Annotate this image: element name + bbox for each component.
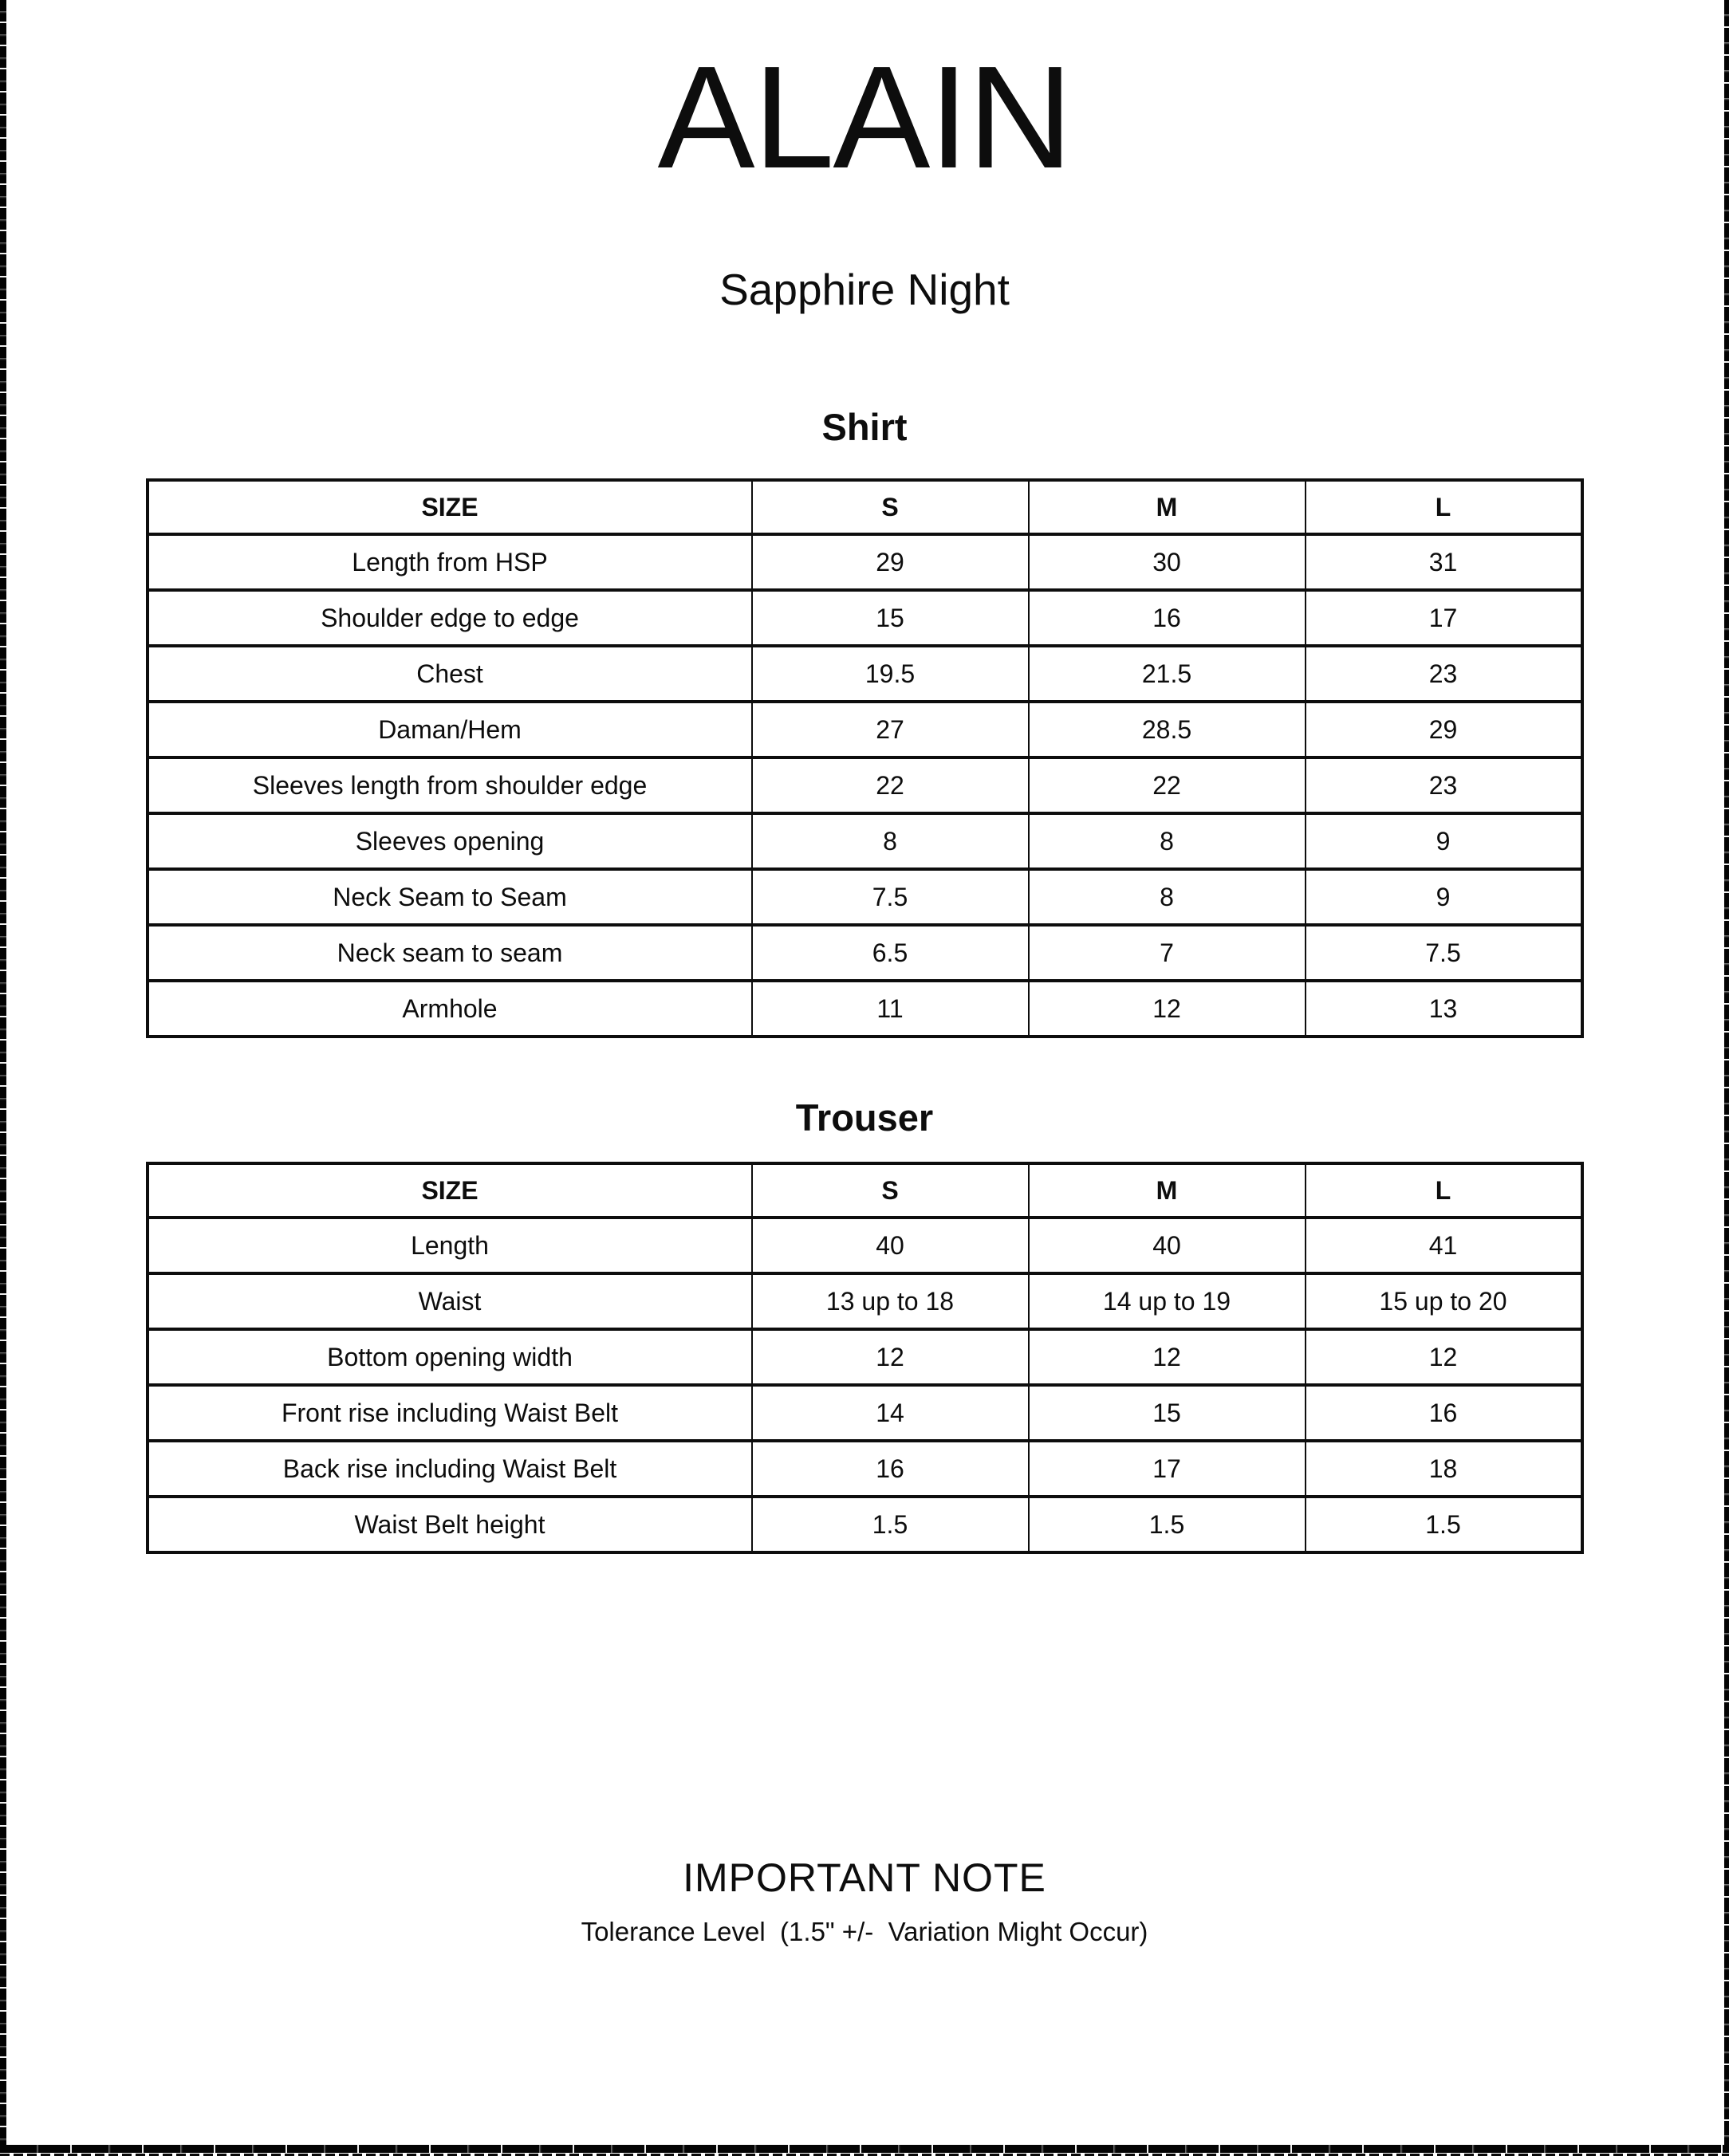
trouser-size-table xyxy=(146,1162,1584,1554)
measurement-value: 40 xyxy=(752,1218,1029,1273)
measurement-label: Armhole xyxy=(148,981,752,1037)
measurement-value: 27 xyxy=(752,702,1029,757)
measurement-value: 23 xyxy=(1306,646,1582,702)
measurement-value: 29 xyxy=(1306,702,1582,757)
shirt-section xyxy=(0,405,1729,1038)
measurement-label: Back rise including Waist Belt xyxy=(148,1441,752,1497)
measurement-value: 7.5 xyxy=(1306,925,1582,981)
measurement-label: Sleeves length from shoulder edge xyxy=(148,757,752,813)
measurement-value: 30 xyxy=(1029,534,1306,590)
measurement-value: 16 xyxy=(1306,1385,1582,1441)
measurement-value: 41 xyxy=(1306,1218,1582,1273)
section-title-trouser: Trouser xyxy=(795,1096,934,1139)
measurement-label: Sleeves opening xyxy=(148,813,752,869)
product-title: Sapphire Night xyxy=(719,265,1010,314)
measurement-value: 15 xyxy=(1029,1385,1306,1441)
measurement-value: 29 xyxy=(752,534,1029,590)
table-row xyxy=(148,1329,1582,1385)
table-row xyxy=(148,1218,1582,1273)
measurement-value: 15 up to 20 xyxy=(1306,1273,1582,1329)
shirt-size-table xyxy=(146,478,1584,1038)
col-header-m: M xyxy=(1029,1163,1306,1218)
measurement-label: Shoulder edge to edge xyxy=(148,590,752,646)
measurement-label: Length xyxy=(148,1218,752,1273)
measurement-label: Length from HSP xyxy=(148,534,752,590)
measurement-value: 31 xyxy=(1306,534,1582,590)
col-header-size: SIZE xyxy=(148,480,752,534)
measurement-value: 15 xyxy=(752,590,1029,646)
measurement-value: 12 xyxy=(1306,1329,1582,1385)
measurement-value: 12 xyxy=(1029,981,1306,1037)
table-row xyxy=(148,1273,1582,1329)
header-row xyxy=(148,1163,1582,1218)
measurement-value: 7.5 xyxy=(752,869,1029,925)
measurement-value: 1.5 xyxy=(1306,1497,1582,1552)
measurement-value: 40 xyxy=(1029,1218,1306,1273)
measurement-label: Bottom opening width xyxy=(148,1329,752,1385)
trouser-section xyxy=(0,1096,1729,1553)
measurement-value: 11 xyxy=(752,981,1029,1037)
measurement-value: 6.5 xyxy=(752,925,1029,981)
measurement-label: Waist xyxy=(148,1273,752,1329)
measurement-value: 21.5 xyxy=(1029,646,1306,702)
measurement-label: Front rise including Waist Belt xyxy=(148,1385,752,1441)
measurement-value: 17 xyxy=(1029,1441,1306,1497)
measurement-value: 9 xyxy=(1306,869,1582,925)
measurement-value: 12 xyxy=(1029,1329,1306,1385)
measurement-value: 14 xyxy=(752,1385,1029,1441)
measurement-value: 22 xyxy=(752,757,1029,813)
measurement-value: 17 xyxy=(1306,590,1582,646)
header-row xyxy=(148,480,1582,534)
measurement-value: 12 xyxy=(752,1329,1029,1385)
table-row xyxy=(148,981,1582,1037)
table-row xyxy=(148,1497,1582,1552)
important-note-title: IMPORTANT NOTE xyxy=(683,1855,1046,1900)
table-row xyxy=(148,757,1582,813)
measurement-label: Chest xyxy=(148,646,752,702)
measurement-value: 28.5 xyxy=(1029,702,1306,757)
measurement-value: 23 xyxy=(1306,757,1582,813)
col-header-size: SIZE xyxy=(148,1163,752,1218)
table-row xyxy=(148,925,1582,981)
measurement-value: 8 xyxy=(752,813,1029,869)
table-row xyxy=(148,1385,1582,1441)
scan-edge-bottom xyxy=(0,2145,1729,2153)
measurement-label: Neck Seam to Seam xyxy=(148,869,752,925)
measurement-value: 13 up to 18 xyxy=(752,1273,1029,1329)
important-note-body: Tolerance Level (1.5" +/- Variation Might Occur) xyxy=(581,1917,1148,1947)
table-row xyxy=(148,869,1582,925)
measurement-label: Neck seam to seam xyxy=(148,925,752,981)
measurement-value: 16 xyxy=(752,1441,1029,1497)
table-row xyxy=(148,702,1582,757)
section-title-shirt: Shirt xyxy=(821,406,908,448)
measurement-value: 18 xyxy=(1306,1441,1582,1497)
measurement-label: Waist Belt height xyxy=(148,1497,752,1552)
col-header-l: L xyxy=(1306,1163,1582,1218)
measurement-value: 7 xyxy=(1029,925,1306,981)
measurement-value: 8 xyxy=(1029,869,1306,925)
measurement-value: 14 up to 19 xyxy=(1029,1273,1306,1329)
table-row xyxy=(148,534,1582,590)
scan-edge-right xyxy=(1724,0,1729,2148)
col-header-s: S xyxy=(752,480,1029,534)
measurement-value: 22 xyxy=(1029,757,1306,813)
measurement-value: 8 xyxy=(1029,813,1306,869)
measurement-value: 13 xyxy=(1306,981,1582,1037)
table-row xyxy=(148,590,1582,646)
brand-title: ALAIN xyxy=(657,35,1072,199)
scan-edge-left xyxy=(0,0,6,2148)
col-header-s: S xyxy=(752,1163,1029,1218)
table-row xyxy=(148,813,1582,869)
col-header-l: L xyxy=(1306,480,1582,534)
table-row xyxy=(148,1441,1582,1497)
col-header-m: M xyxy=(1029,480,1306,534)
measurement-value: 1.5 xyxy=(752,1497,1029,1552)
measurement-value: 1.5 xyxy=(1029,1497,1306,1552)
measurement-label: Daman/Hem xyxy=(148,702,752,757)
table-row xyxy=(148,646,1582,702)
measurement-value: 9 xyxy=(1306,813,1582,869)
measurement-value: 19.5 xyxy=(752,646,1029,702)
measurement-value: 16 xyxy=(1029,590,1306,646)
